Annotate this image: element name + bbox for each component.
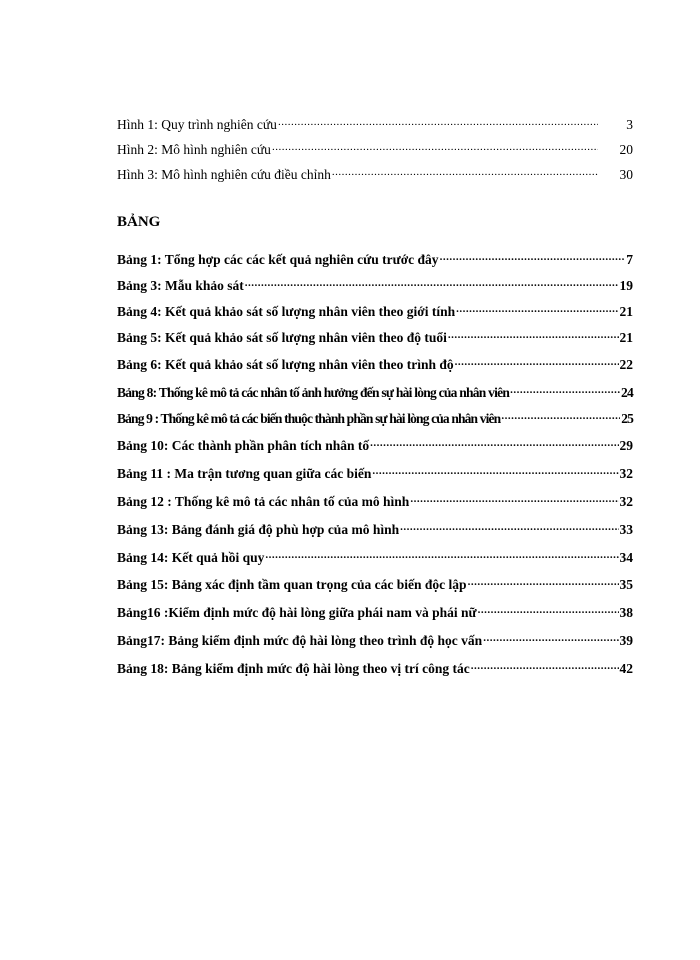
- toc-figure-entry: [117, 140, 633, 159]
- dot-leader: [448, 328, 619, 342]
- dot-leader: [332, 165, 598, 179]
- dot-leader: [456, 302, 618, 316]
- toc-entry-label: Bảng 3: Mẫu khảo sát: [117, 278, 244, 293]
- toc-entry-page: 34: [619, 550, 633, 565]
- dot-leader: [483, 631, 618, 645]
- toc-entry-label: Bảng 14: Kết quả hồi quy: [117, 550, 265, 565]
- toc-table-entry: [117, 575, 633, 594]
- toc-table-entry: [117, 328, 633, 347]
- toc-table-entry: [117, 603, 633, 622]
- toc-entry-label: Bảng 4: Kết quả khảo sát số lượng nhân viên theo giới tính: [117, 304, 456, 319]
- toc-entry-page: 24: [621, 385, 633, 400]
- toc-entry-label: Hình 3: Mô hình nghiên cứu điều chỉnh: [117, 167, 331, 182]
- toc-entry-page: 7: [626, 252, 633, 267]
- toc-entry-label: Bảng 5: Kết quả khảo sát số lượng nhân viên theo độ tuổi: [117, 330, 447, 345]
- toc-entry-label: Bảng 1: Tổng hợp các các kết quả nghiên cứu trước đây: [117, 252, 439, 267]
- dot-leader: [471, 659, 619, 673]
- toc-table-entry: [117, 436, 633, 455]
- toc-table-entry: [117, 659, 633, 678]
- toc-table-entry: [117, 276, 633, 295]
- toc-entry-page: 32: [619, 494, 633, 509]
- dot-leader: [410, 492, 618, 506]
- dot-leader: [440, 250, 626, 264]
- toc-entry-label: Bảng 15: Bảng xác định tầm quan trọng của các biến độc lập: [117, 577, 467, 592]
- dot-leader: [245, 276, 619, 290]
- toc-entry-label: Bảng 9 : Thống kê mô tả các biến thuộc thành phần sự hài lòng của nhân viên: [117, 411, 501, 426]
- dot-leader: [455, 355, 619, 369]
- dot-leader: [372, 464, 618, 478]
- toc-table-entry: [117, 302, 633, 321]
- dot-leader: [400, 520, 618, 534]
- toc-entry-label: Bảng 12 : Thống kê mô tả các nhân tố của mô hình: [117, 494, 410, 509]
- dot-leader: [510, 383, 620, 397]
- toc-figure-entry: [117, 165, 633, 184]
- toc-entry-label: Hình 2: Mô hình nghiên cứu: [117, 142, 271, 157]
- tables-heading: BẢNG: [117, 214, 161, 230]
- toc-entry-page: 39: [619, 633, 633, 648]
- toc-entry-page: 29: [619, 438, 633, 453]
- toc-entry-page: 38: [619, 605, 633, 620]
- toc-figure-entry: [117, 115, 633, 134]
- toc-entry-label: Bảng 11 : Ma trận tương quan giữa các biến: [117, 466, 372, 481]
- toc-entry-page: 25: [621, 411, 633, 426]
- toc-table-entry: [117, 631, 633, 650]
- toc-entry-label: Bảng 13: Bảng đánh giá độ phù hợp của mô hình: [117, 522, 400, 537]
- toc-table-entry: [117, 383, 633, 402]
- dot-leader: [272, 140, 598, 154]
- toc-table-entry: [117, 492, 633, 511]
- toc-table-entry: [117, 548, 633, 567]
- toc-table-entry: [117, 520, 633, 539]
- toc-entry-page: 20: [619, 142, 633, 157]
- toc-entry-page: 21: [619, 330, 633, 345]
- toc-entry-label: Bảng 10: Các thành phần phân tích nhân tố: [117, 438, 370, 453]
- toc-table-entry: [117, 409, 633, 428]
- dot-leader: [478, 603, 619, 617]
- dot-leader: [501, 409, 620, 423]
- toc-entry-label: Bảng16 :Kiểm định mức độ hài lòng giữa phái nam và phái nữ: [117, 605, 477, 620]
- toc-entry-label: Bảng 18: Bảng kiểm định mức độ hài lòng theo vị trí công tác: [117, 661, 470, 676]
- toc-entry-label: Bảng 6: Kết quả khảo sát số lượng nhân viên theo trình độ: [117, 357, 454, 372]
- dot-leader: [265, 548, 618, 562]
- toc-entry-label: Bảng17: Bảng kiểm định mức độ hài lòng theo trình độ học vấn: [117, 633, 483, 648]
- toc-entry-page: 22: [619, 357, 633, 372]
- toc-entry-page: 32: [619, 466, 633, 481]
- dot-leader: [278, 115, 598, 129]
- toc-entry-page: 35: [619, 577, 633, 592]
- toc-entry-page: 3: [626, 117, 633, 132]
- toc-table-entry: [117, 355, 633, 374]
- toc-entry-label: Bảng 8: Thống kê mô tả các nhân tố ảnh hưởng đến sự hài lòng của nhân viên: [117, 385, 510, 400]
- toc-table-entry: [117, 464, 633, 483]
- toc-entry-page: 19: [619, 278, 633, 293]
- dot-leader: [468, 575, 619, 589]
- toc-entry-page: 21: [619, 304, 633, 319]
- toc-entry-page: 33: [619, 522, 633, 537]
- dot-leader: [370, 436, 618, 450]
- toc-entry-page: 42: [619, 661, 633, 676]
- toc-entry-page: 30: [619, 167, 633, 182]
- toc-table-entry: [117, 250, 633, 269]
- toc-entry-label: Hình 1: Quy trình nghiên cứu: [117, 117, 277, 132]
